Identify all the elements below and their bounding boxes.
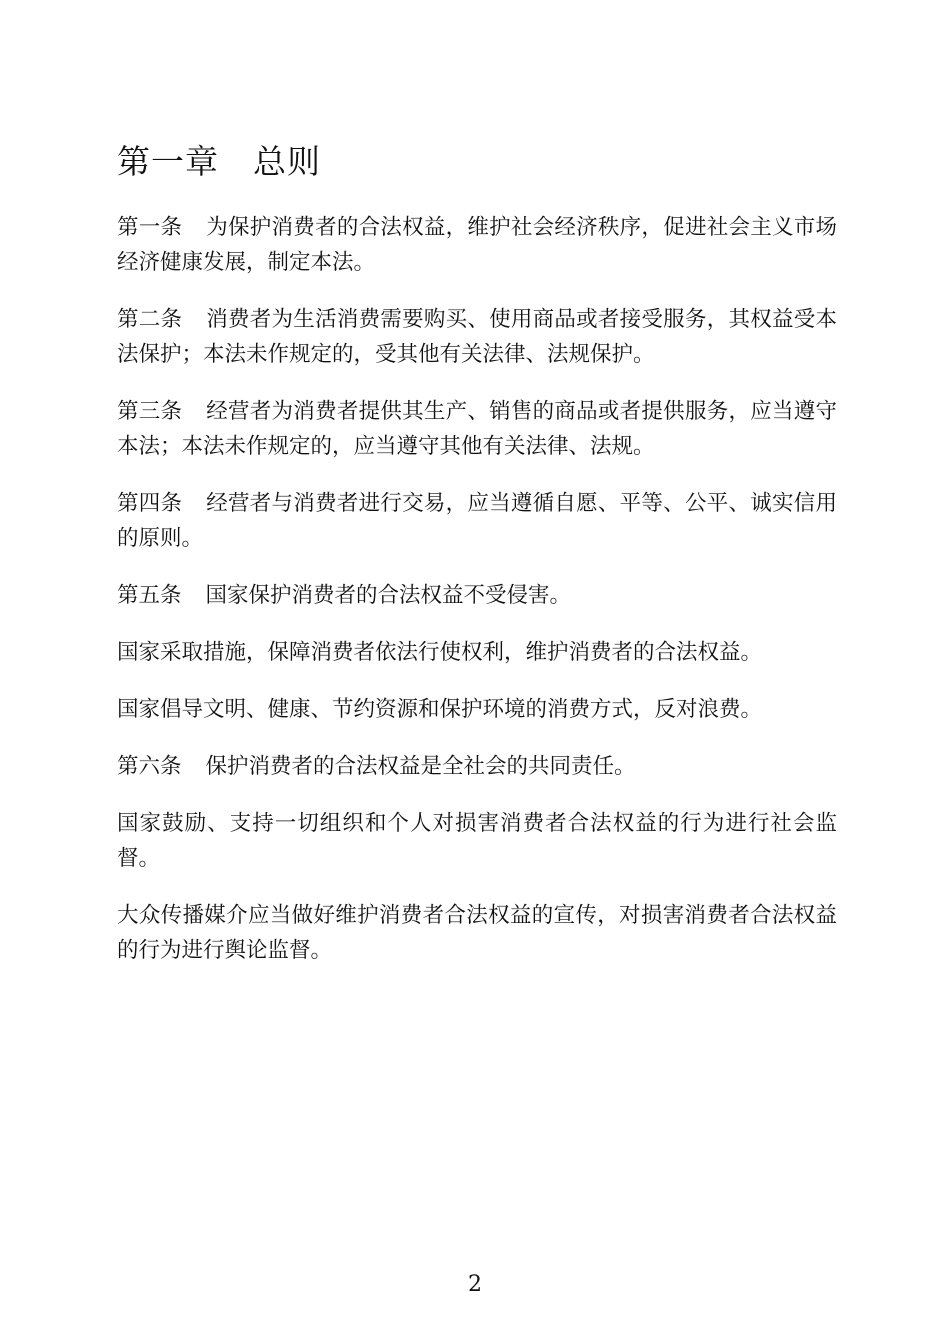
article-label: 第四条 (117, 491, 183, 516)
article-label: 第五条 (117, 583, 182, 608)
article-label: 第一条 (117, 215, 183, 240)
article-paragraph (117, 898, 837, 968)
article-label: 第三条 (117, 399, 183, 424)
article-paragraph (117, 578, 837, 613)
article-text: 国家采取措施，保障消费者依法行使权利，维护消费者的合法权益。 (117, 640, 763, 665)
article-paragraph (117, 692, 837, 727)
article-label: 第六条 (117, 754, 182, 779)
article-paragraph (117, 302, 837, 372)
article-paragraph (117, 486, 837, 556)
articles-body (117, 210, 837, 990)
article-paragraph (117, 394, 837, 464)
article-label: 第二条 (117, 307, 183, 332)
article-text: 国家保护消费者的合法权益不受侵害。 (205, 583, 572, 608)
article-text: 为保护消费者的合法权益，维护社会经济秩序，促进社会主义市场经济健康发展，制定本法。 (117, 215, 837, 275)
article-paragraph (117, 806, 837, 876)
article-paragraph (117, 210, 837, 280)
page-number: 2 (468, 1272, 482, 1297)
chapter-title: 第一章 总则 (117, 142, 321, 181)
article-text: 消费者为生活消费需要购买、使用商品或者接受服务，其权益受本法保护；本法未作规定的，受其他有关法律、法规保护。 (117, 307, 837, 367)
article-text: 经营者为消费者提供其生产、销售的商品或者提供服务，应当遵守本法；本法未作规定的，应当遵守其他有关法律、法规。 (117, 399, 837, 459)
article-text: 保护消费者的合法权益是全社会的共同责任。 (205, 754, 636, 779)
article-paragraph (117, 635, 837, 670)
article-text: 经营者与消费者进行交易，应当遵循自愿、平等、公平、诚实信用的原则。 (117, 491, 837, 551)
article-text: 大众传播媒介应当做好维护消费者合法权益的宣传，对损害消费者合法权益的行为进行舆论监督。 (117, 903, 837, 963)
article-paragraph (117, 749, 837, 784)
article-text: 国家鼓励、支持一切组织和个人对损害消费者合法权益的行为进行社会监督。 (117, 811, 837, 871)
article-text: 国家倡导文明、健康、节约资源和保护环境的消费方式，反对浪费。 (117, 697, 763, 722)
